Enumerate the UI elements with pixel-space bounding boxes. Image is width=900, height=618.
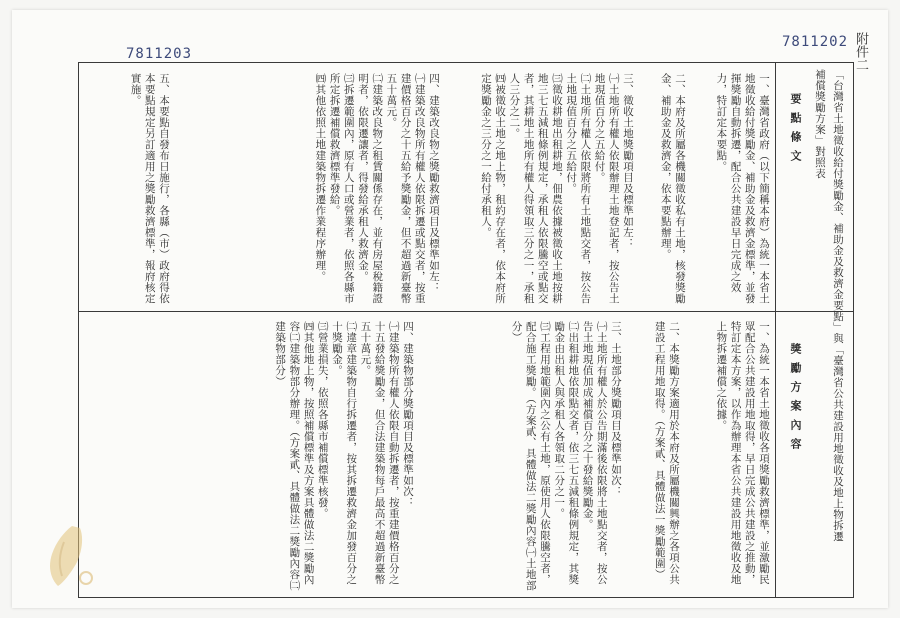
doc-number-left: 7811203: [126, 46, 193, 62]
map-watermark-icon: [34, 522, 104, 592]
attachment-label: 附件二: [853, 32, 868, 71]
plan-paragraph-4: 四、建築物部分獎勵項目及標準如次： ㈠建築物所有權人依限自動拆遷者，按重建價格百分之十五發給獎勵金，但合法建築物每戶最高不超過新臺幣五十萬元。 ㈡違章建築物自行拆遷者，按其拆遷救濟金加發百分之十獎勵金。 ㈢營業損失，依照各縣市補償標準核發。 ㈣其他地上物，按照補償標準及方案具體做法二獎勵內容㈡建築物部分辦理。（方案貳、具體做法二獎勵內容㈡建築物部分）: [274, 321, 414, 591]
points-section-4: 四、建築改良物之獎勵救濟項目及標準如左： ㈠建築改良物所有權人依限拆遷或點交者，按重建價格百分之十五給予獎勵金，但不超過新臺幣五十萬元。 ㈡建築改良物之租賃關係存在，並有房屋稅籍證明者，依限遷讓者，得發給承租人救濟金。 ㈢拆遷範圍內，原有人口或營業者，依照各縣市所定拆遷補償救濟標準發給。 ㈣其他依照土地建築物拆遷作業程序辦理。: [314, 73, 440, 304]
points-section-2: 二、本府及所屬各機關徵收私有土地，核發獎勵金、補助金及救濟金，依本要點辦理。: [659, 73, 686, 304]
doc-number-right: 7811202: [782, 34, 849, 50]
points-section-5: 五、本要點自發布日施行，各縣（市）政府得依本要點規定另訂適用之獎勵救濟標準，報府核定實施。: [129, 73, 170, 304]
plan-paragraph-1: 一、為統一本省土地徵收各項獎勵救濟標準，並激勵民眾配合公共建設用地取得，早日完成公共建設之推動，特訂定本方案，以作為辦理本省公共建設用地徵收及地上物拆遷補償之依據。: [715, 321, 770, 585]
points-header: 要點條文: [789, 93, 802, 169]
table-title-line2: 補償獎勵方案」對照表: [814, 69, 826, 179]
points-section-3: 三、徵收土地獎勵項目及標準如左： ㈠土地所有權人依限辦理土地登記者，按公告土地現值百分之五給付。 ㈡土地所有權人依限將所有土地點交者，按公告土地現值百分之五給付。 ㈢徵收耕地出租耕地，佃農依據被徵收土地按耕地三七五減租條例規定，承租人依限騰空或點交者，其耕地土地所有權人得領取三分之一，承租人三分之二。 ㈣被徵收土地之地上物，租約存在者，依本府所定獎勵金之三分之一給付承租人。: [479, 73, 634, 304]
comparison-table: [78, 62, 854, 598]
header-divider: [775, 63, 776, 597]
table-divider: [79, 311, 853, 312]
document-sheet: [12, 10, 888, 608]
table-title-line1: 「台灣省土地徵收給付獎勵金、補助金及救濟金要點」與「臺灣省公共建設用地徵收及地上物拆遷: [832, 69, 844, 542]
plan-paragraph-3: 三、土地部分獎勵項目及標準如次： ㈠土地所有權人於公告期滿後依限將土地點交者，按公告土地現值加成補償百分之十發給獎勵金。 ㈡出租耕地依限點交者，依三七五減租條例規定，其獎勵金由出租人與承租人各領取二分之一。 ㈢工程用地範圍內之公有土地，原使用人依限騰空者，配合施工獎勵。（方案貳、具體做法二獎勵內容㈠土地部分）: [510, 321, 622, 591]
points-section-1: 一、臺灣省政府（以下簡稱本府）為統一本省土地徵收給付獎勵金、補助金及救濟金標準，並發揮獎勵自動拆遷，配合公共建設早日完成之效力，特訂定本要點。: [715, 73, 770, 304]
plan-paragraph-2: 二、本獎勵方案適用於本府及所屬機關興辦之各項公共建設工程用地取得。（方案貳、具體做法一獎勵範圍）: [653, 321, 680, 585]
plan-header: 獎勵方案內容: [789, 343, 802, 457]
